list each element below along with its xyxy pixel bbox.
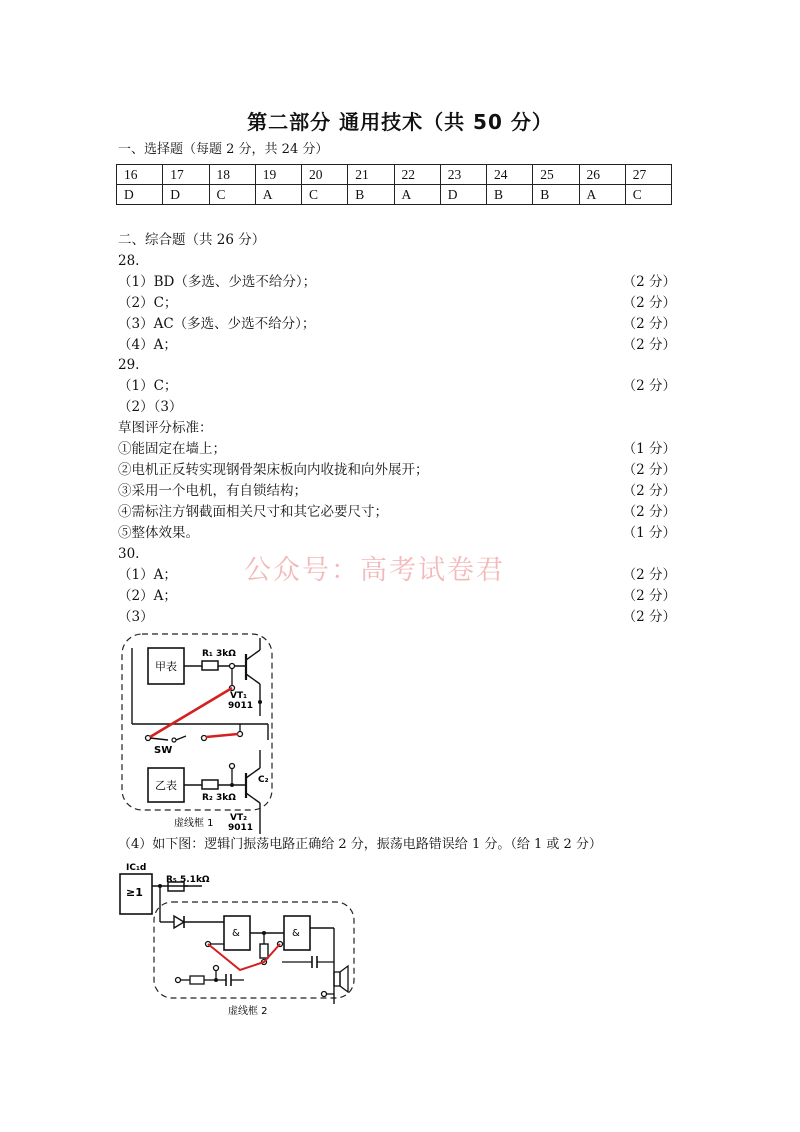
- answer-cell: B: [348, 185, 394, 205]
- watermark: 公众号：高考试卷君: [244, 555, 505, 586]
- resistor: [260, 944, 268, 958]
- q30-item4: （4）如下图：逻辑门振荡电路正确给 2 分，振荡电路错误给 1 分。（给 1 或 2 分）: [118, 837, 602, 852]
- answer-cell: A: [394, 185, 440, 205]
- criteria-text: ③采用一个电机，有自锁结构；: [118, 483, 307, 499]
- answer-cell: D: [117, 185, 163, 205]
- answer-cell: D: [163, 185, 209, 205]
- answer-cell: A: [255, 185, 301, 205]
- q29-number: 29.: [118, 357, 140, 373]
- question-number-cell: 19: [255, 165, 301, 185]
- q30-item-score: （2 分）: [622, 609, 676, 625]
- q29-item23: （2）（3）: [118, 399, 183, 415]
- resistor-r2: [202, 780, 218, 789]
- r1-label: R₁ 3kΩ: [202, 649, 236, 659]
- circuit-diagram-1: [118, 628, 288, 836]
- ic-label: IC₁d: [126, 863, 147, 873]
- answer-cell: C: [625, 185, 671, 205]
- page-title: 第二部分 通用技术（共 50 分）: [247, 110, 553, 134]
- question-number-cell: 23: [440, 165, 486, 185]
- q28-item-score: （2 分）: [622, 337, 676, 353]
- question-number-cell: 21: [348, 165, 394, 185]
- question-number-cell: 22: [394, 165, 440, 185]
- dashed-frame: [122, 634, 272, 810]
- answer-cell: D: [440, 185, 486, 205]
- q29-item1-text: （1）C；: [118, 378, 178, 394]
- question-number-cell: 18: [209, 165, 255, 185]
- criteria-score: （2 分）: [622, 504, 676, 520]
- or-gate-symbol: ≥1: [126, 886, 143, 899]
- q28-item-text: （4）A；: [118, 337, 177, 353]
- q30-item-text: （3）: [118, 609, 154, 625]
- diode-icon: [174, 916, 184, 928]
- circuit-diagram-2: [112, 858, 368, 1018]
- q28-item-text: （3）AC（多选、少选不给分）；: [118, 316, 316, 332]
- answer-cell: B: [487, 185, 533, 205]
- criteria-score: （1 分）: [622, 525, 676, 541]
- vt1-label: VT₁: [230, 691, 248, 701]
- criteria-score: （2 分）: [622, 462, 676, 478]
- q29-item1-score: （2 分）: [622, 378, 676, 394]
- diagram1-caption: 虚线框 1: [174, 818, 214, 829]
- meter-1-label: 甲表: [155, 660, 177, 673]
- answer-cell: C: [209, 185, 255, 205]
- answer-wire: [206, 734, 238, 737]
- and-gate-2-symbol: &: [292, 928, 300, 939]
- question-number-cell: 20: [302, 165, 348, 185]
- criteria-text: ①能固定在墙上；: [118, 441, 226, 457]
- q28-item-score: （2 分）: [622, 316, 676, 332]
- criteria-text: ④需标注方钢截面相关尺寸和其它必要尺寸；: [118, 504, 388, 520]
- q28-item-score: （2 分）: [622, 274, 676, 290]
- criteria-score: （1 分）: [622, 441, 676, 457]
- section2-heading: 二、综合题（共 26 分）: [118, 232, 266, 248]
- answer-cell: B: [533, 185, 579, 205]
- question-number-cell: 26: [579, 165, 625, 185]
- answer-wire: [150, 688, 232, 737]
- criteria-score: （2 分）: [622, 483, 676, 499]
- r2-label: R₂ 3kΩ: [202, 793, 236, 803]
- q28-number: 28.: [118, 253, 140, 269]
- q28-item-score: （2 分）: [622, 295, 676, 311]
- criteria-text: ⑤整体效果。: [118, 525, 199, 541]
- answer-wire-2: [208, 944, 280, 970]
- section1-heading: 一、选择题（每题 2 分，共 24 分）: [118, 142, 329, 157]
- q30-item-score: （2 分）: [622, 588, 676, 604]
- vt1-model: 9011: [228, 701, 254, 711]
- diagram2-caption: 虚线框 2: [228, 1006, 268, 1017]
- r5-label: R₅ 5.1kΩ: [166, 875, 210, 885]
- q30-number: 30.: [118, 546, 140, 562]
- resistor-r1: [202, 661, 218, 670]
- criteria-heading: 草图评分标准：: [118, 420, 213, 436]
- table-row-numbers: [117, 165, 672, 185]
- speaker-icon: [334, 972, 340, 986]
- answer-table: [116, 164, 672, 205]
- question-number-cell: 16: [117, 165, 163, 185]
- table-row-answers: [117, 185, 672, 205]
- q30-item-text: （1）A；: [118, 567, 177, 583]
- question-number-cell: 25: [533, 165, 579, 185]
- q30-item-text: （2）A；: [118, 588, 177, 604]
- question-number-cell: 17: [163, 165, 209, 185]
- answer-cell: C: [302, 185, 348, 205]
- q30-item-score: （2 分）: [622, 567, 676, 583]
- switch-label: SW: [154, 745, 173, 756]
- and-gate-1-symbol: &: [232, 928, 240, 939]
- q28-item-text: （2）C；: [118, 295, 178, 311]
- vt2-model: 9011: [228, 823, 254, 833]
- c2-label: C₂: [258, 775, 269, 785]
- vt2-label: VT₂: [230, 813, 248, 823]
- question-number-cell: 24: [487, 165, 533, 185]
- question-number-cell: 27: [625, 165, 671, 185]
- q28-item-text: （1）BD（多选、少选不给分）；: [118, 274, 317, 290]
- criteria-text: ②电机正反转实现钢骨架床板向内收拢和向外展开；: [118, 462, 429, 478]
- answer-cell: A: [579, 185, 625, 205]
- meter-2-label: 乙表: [155, 779, 177, 792]
